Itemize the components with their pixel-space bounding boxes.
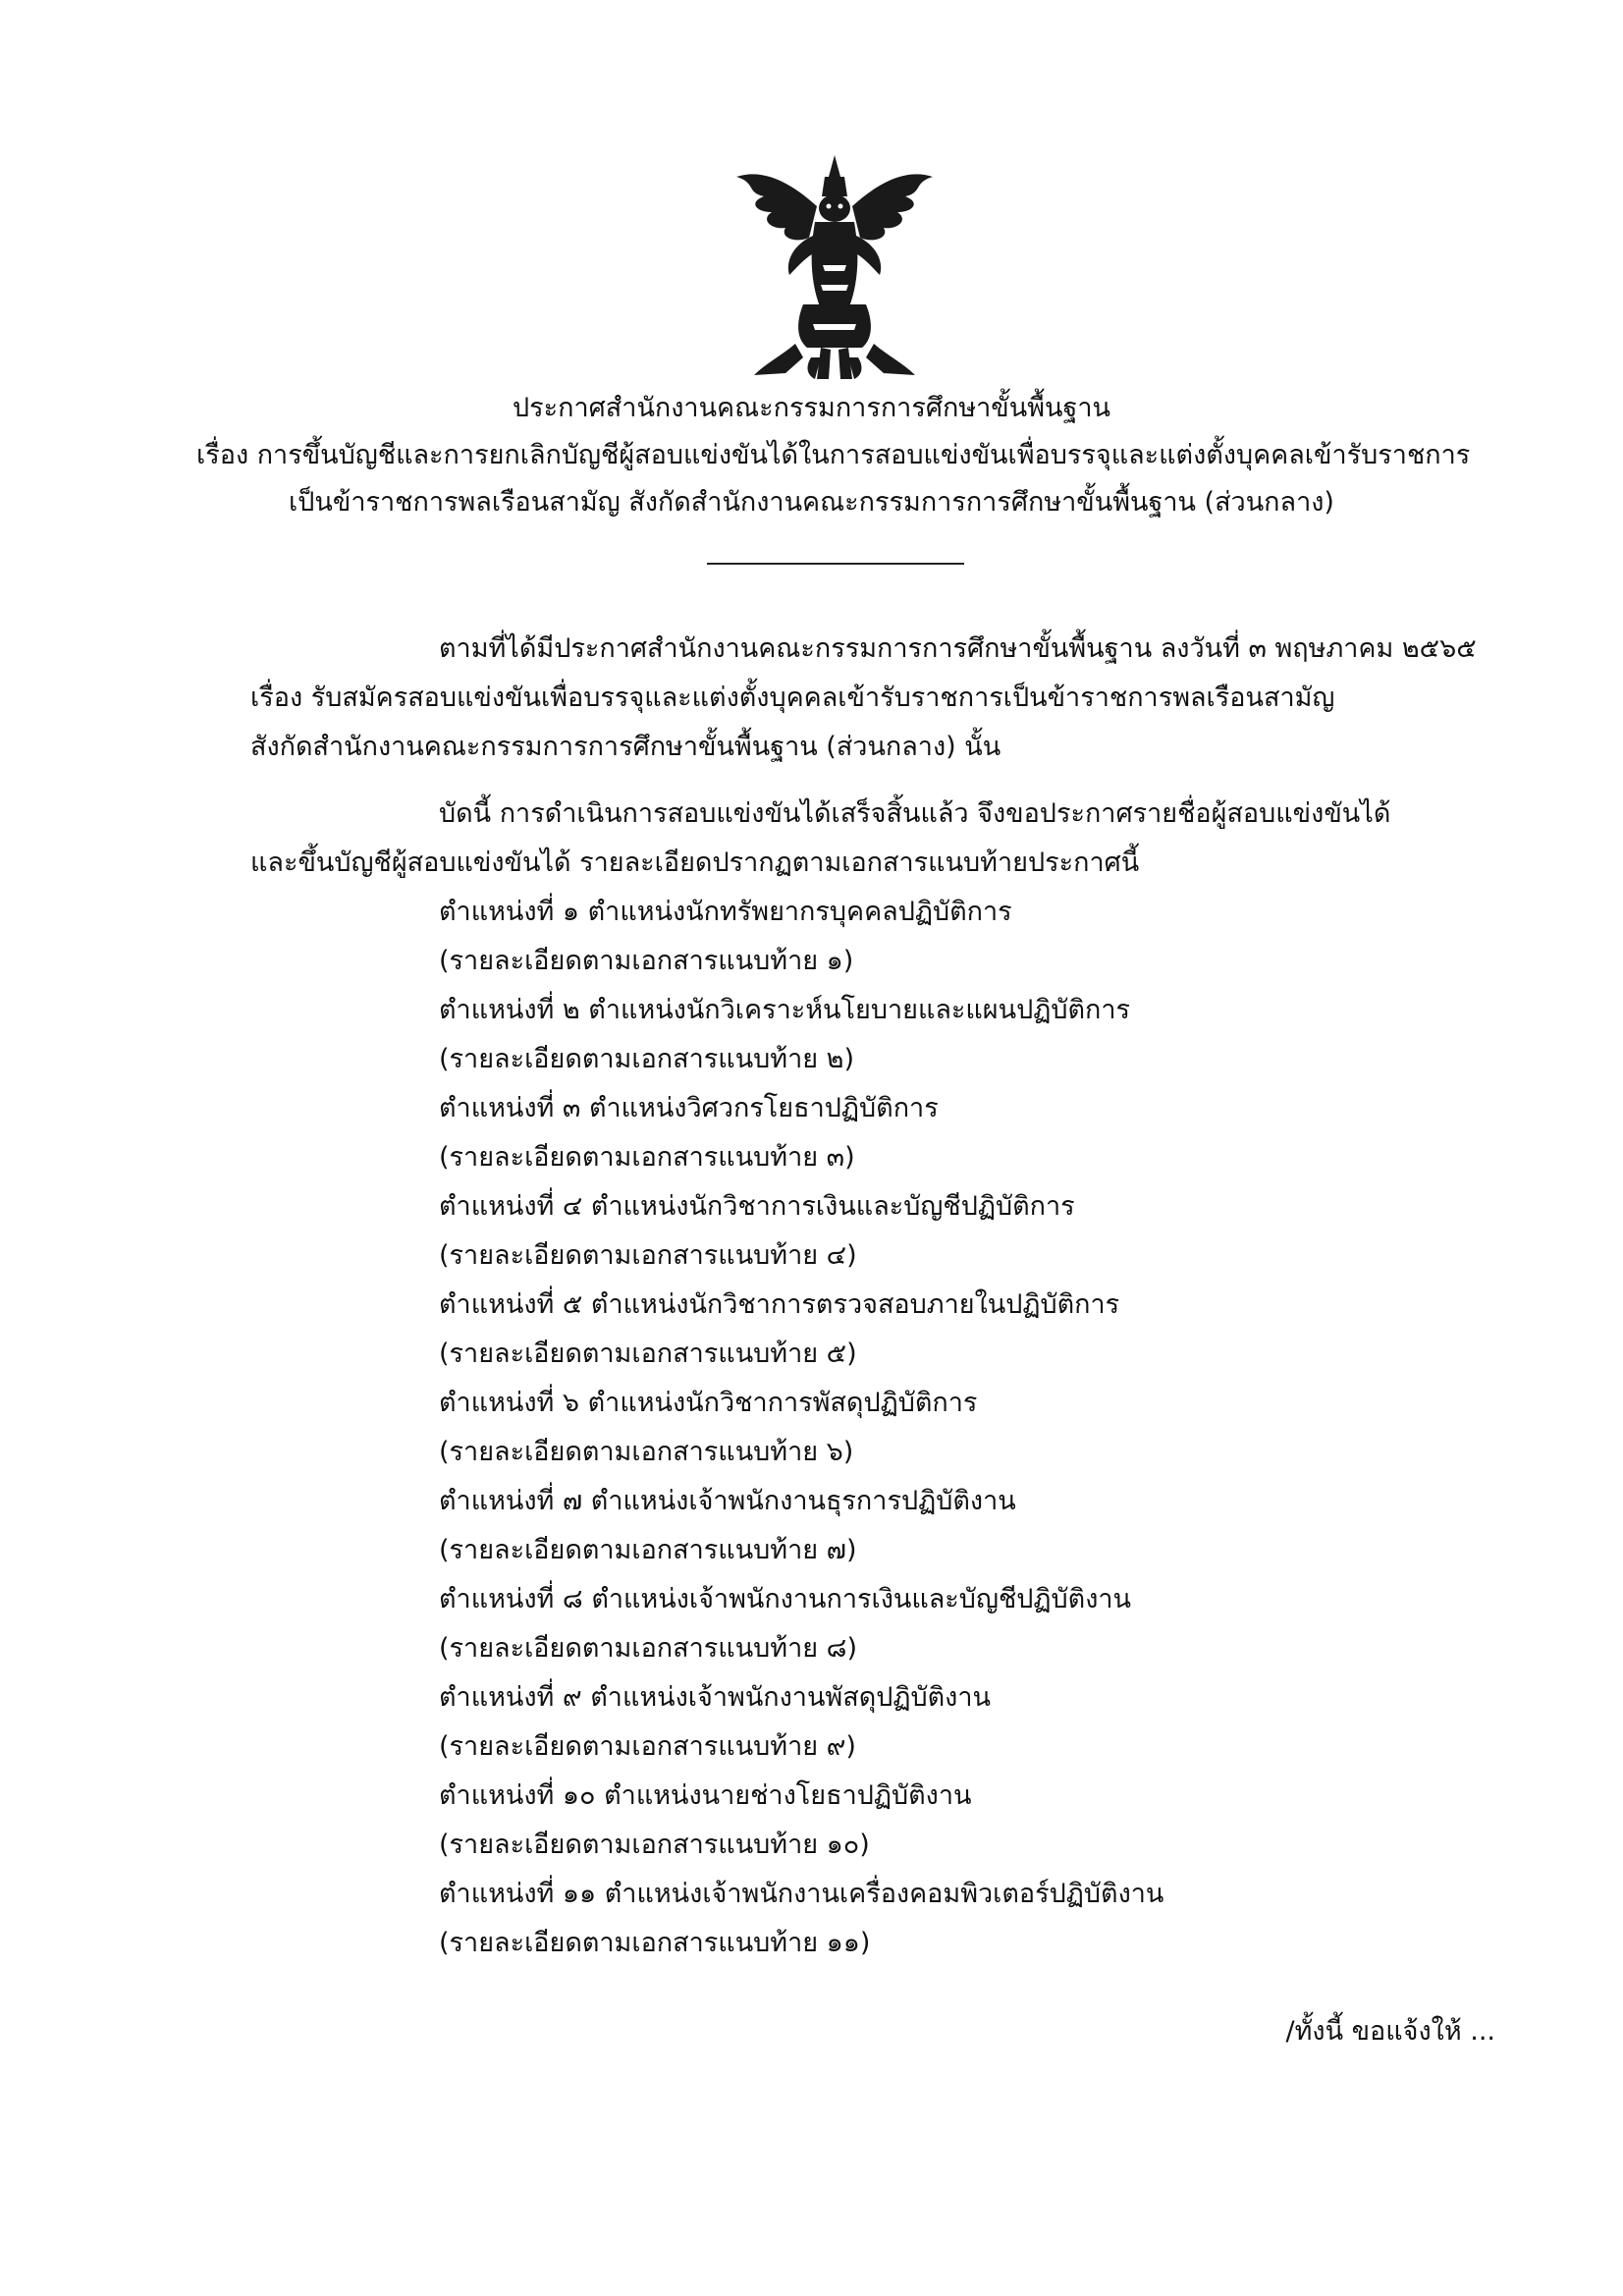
position-3-detail: (รายละเอียดตามเอกสารแนบท้าย ๓) [439, 1142, 855, 1173]
position-10-detail: (รายละเอียดตามเอกสารแนบท้าย ๑๐) [439, 1830, 870, 1860]
position-11-detail: (รายละเอียดตามเอกสารแนบท้าย ๑๑) [439, 1928, 871, 1958]
position-6-detail: (รายละเอียดตามเอกสารแนบท้าย ๖) [439, 1437, 854, 1467]
position-4-detail: (รายละเอียดตามเอกสารแนบท้าย ๔) [439, 1240, 857, 1271]
announcement-subject: เรื่อง การขึ้นบัญชีและการยกเลิกบัญชีผู้สอบแข่งขันได้ในการสอบแข่งขันเพื่อบรรจุและแต่งตั้งบุคคลเข้ารับราชการ [196, 440, 1471, 470]
garuda-emblem-icon [727, 147, 943, 383]
paragraph-2-line-1: บัดนี้ การดำเนินการสอบแข่งขันได้เสร็จสิ้นแล้ว จึงขอประกาศรายชื่อผู้สอบแข่งขันได้ [439, 798, 1391, 829]
position-8-title: ตำแหน่งที่ ๘ ตำแหน่งเจ้าพนักงานการเงินและบัญชีปฏิบัติงาน [439, 1584, 1132, 1614]
paragraph-1-line-1: ตามที่ได้มีประกาศสำนักงานคณะกรรมการการศึกษาขั้นพื้นฐาน ลงวันที่ ๓ พฤษภาคม ๒๕๖๕ [439, 633, 1477, 664]
position-4-title: ตำแหน่งที่ ๔ ตำแหน่งนักวิชาการเงินและบัญชีปฏิบัติการ [439, 1191, 1075, 1222]
position-8-detail: (รายละเอียดตามเอกสารแนบท้าย ๘) [439, 1633, 858, 1664]
paragraph-2-line-2: และขึ้นบัญชีผู้สอบแข่งขันได้ รายละเอียดปรากฏตามเอกสารแนบท้ายประกาศนี้ [250, 847, 1140, 878]
position-7-detail: (รายละเอียดตามเอกสารแนบท้าย ๗) [439, 1535, 857, 1565]
position-1-title: ตำแหน่งที่ ๑ ตำแหน่งนักทรัพยากรบุคคลปฏิบัติการ [439, 897, 1012, 927]
position-6-title: ตำแหน่งที่ ๖ ตำแหน่งนักวิชาการพัสดุปฏิบัติการ [439, 1388, 978, 1418]
position-10-title: ตำแหน่งที่ ๑๐ ตำแหน่งนายช่างโยธาปฏิบัติงาน [439, 1780, 972, 1811]
position-11-title: ตำแหน่งที่ ๑๑ ตำแหน่งเจ้าพนักงานเครื่องคอมพิวเตอร์ปฏิบัติงาน [439, 1879, 1164, 1909]
position-9-title: ตำแหน่งที่ ๙ ตำแหน่งเจ้าพนักงานพัสดุปฏิบัติงาน [439, 1682, 991, 1713]
position-1-detail: (รายละเอียดตามเอกสารแนบท้าย ๑) [439, 946, 854, 976]
announcement-subject-continued: เป็นข้าราชการพลเรือนสามัญ สังกัดสำนักงานคณะกรรมการการศึกษาขั้นพื้นฐาน (ส่วนกลาง) [289, 487, 1334, 518]
title-divider [707, 563, 964, 565]
continuation-note: /ทั้งนี้ ขอแจ้งให้ ... [1285, 2016, 1495, 2047]
position-5-title: ตำแหน่งที่ ๕ ตำแหน่งนักวิชาการตรวจสอบภายในปฏิบัติการ [439, 1289, 1120, 1320]
position-5-detail: (รายละเอียดตามเอกสารแนบท้าย ๕) [439, 1339, 857, 1369]
position-2-title: ตำแหน่งที่ ๒ ตำแหน่งนักวิเคราะห์นโยบายและแผนปฏิบัติการ [439, 995, 1131, 1025]
position-2-detail: (รายละเอียดตามเอกสารแนบท้าย ๒) [439, 1044, 854, 1074]
paragraph-1-line-2: เรื่อง รับสมัครสอบแข่งขันเพื่อบรรจุและแต่งตั้งบุคคลเข้ารับราชการเป็นข้าราชการพลเรือนสามัญ [250, 683, 1335, 713]
position-7-title: ตำแหน่งที่ ๗ ตำแหน่งเจ้าพนักงานธุรการปฏิบัติงาน [439, 1486, 1016, 1516]
paragraph-1-line-3: สังกัดสำนักงานคณะกรรมการการศึกษาขั้นพื้นฐาน (ส่วนกลาง) นั้น [250, 732, 1001, 762]
position-3-title: ตำแหน่งที่ ๓ ตำแหน่งวิศวกรโยธาปฏิบัติการ [439, 1093, 939, 1123]
announcement-title: ประกาศสำนักงานคณะกรรมการการศึกษาขั้นพื้นฐาน [513, 393, 1110, 423]
position-9-detail: (รายละเอียดตามเอกสารแนบท้าย ๙) [439, 1731, 856, 1762]
